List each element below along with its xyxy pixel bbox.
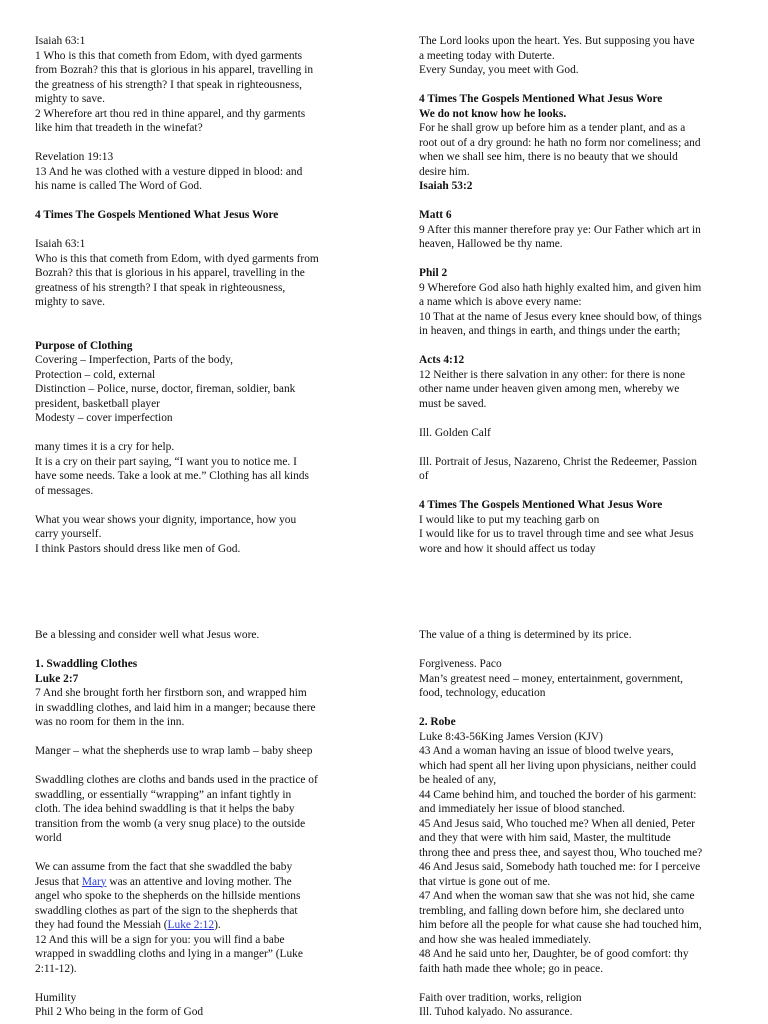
text-line: The Lord looks upon the heart. Yes. But supposing you have xyxy=(419,35,695,47)
paragraph xyxy=(419,991,739,1020)
paragraph xyxy=(35,150,365,194)
heading-line: Matt 6 xyxy=(419,209,452,221)
bottom-left-notes xyxy=(35,628,365,1020)
text-line: heaven, Hallowed be thy name. xyxy=(419,238,563,250)
text-line: Ill. Portrait of Jesus, Nazareno, Christ the Redeemer, Passion xyxy=(419,455,697,468)
paragraph xyxy=(35,744,365,759)
text-line: Isaiah 63:1 xyxy=(35,238,86,250)
text-line: in swaddling clothes, and laid him in a manger; because there xyxy=(35,701,316,714)
text-line: It is a cry on their part saying, “I want you to notice me. I xyxy=(35,455,297,468)
text-line: Ill. Tuhod kalyado. No assurance. xyxy=(419,1006,573,1018)
line-text: they had found the Messiah ( xyxy=(35,919,168,931)
text-line: swaddling, or essentially “wrapping” an infant tightly in xyxy=(35,788,292,801)
paragraph xyxy=(419,208,739,252)
paragraph xyxy=(35,513,365,557)
heading-line: 4 Times The Gospels Mentioned What Jesus Wore xyxy=(419,93,663,105)
paragraph xyxy=(35,628,365,643)
text-line: For he shall grow up before him as a tender plant, and as a xyxy=(419,122,686,134)
text-line: I would like to put my teaching garb on xyxy=(419,513,600,526)
text-line: 2:11-12). xyxy=(35,962,77,975)
heading-line: Isaiah 53:2 xyxy=(419,180,473,192)
text-line: a name which is above every name: xyxy=(419,296,582,308)
text-line: Manger – what the shepherds use to wrap lamb – baby sheep xyxy=(35,745,313,757)
text-line: trembling, and falling down before him, she declared unto xyxy=(419,904,685,917)
text-line: of messages. xyxy=(35,484,94,497)
paragraph xyxy=(419,455,739,484)
text-line: Forgiveness. Paco xyxy=(419,658,502,670)
text-line: and they that were with him said, Master, the multitude xyxy=(419,832,671,844)
bottom-right-notes xyxy=(419,628,739,1020)
text-line-with-link xyxy=(35,918,365,933)
text-line: 48 And he said unto her, Daughter, be of good comfort: thy xyxy=(419,948,689,960)
text-line: was no room for them in the inn. xyxy=(35,716,185,728)
text-line: 45 And Jesus said, Who touched me? When all denied, Peter xyxy=(419,817,696,830)
text-line: like him that treadeth in the winefat? xyxy=(35,122,203,134)
text-line: his name is called The Word of God. xyxy=(35,180,202,192)
text-line: Who is this that cometh from Edom, with dyed garments from xyxy=(35,252,319,265)
text-line: president, basketball player xyxy=(35,397,160,410)
heading-line: 1. Swaddling Clothes xyxy=(35,658,138,670)
text-line: the greatness of his strength? I that speak in righteousness, xyxy=(35,78,302,91)
text-line: 10 That at the name of Jesus every knee should bow, of things xyxy=(419,310,702,323)
text-line: 43 And a woman having an issue of blood twelve years, xyxy=(419,745,674,757)
text-line: transition from the womb (a very snug place) to the outside xyxy=(35,817,306,830)
reference-link[interactable]: Luke 2:12 xyxy=(167,919,215,931)
text-line: him before all the people for what cause she had touched him, xyxy=(419,919,702,931)
text-line: 44 Came behind him, and touched the border of his garment: xyxy=(419,788,697,801)
line-text: was an attentive and loving mother. The xyxy=(106,875,292,888)
text-line: which had spent all her living upon physicians, neither could xyxy=(419,759,697,772)
text-line: Luke 8:43-56King James Version (KJV) xyxy=(419,730,603,743)
text-line: mighty to save. xyxy=(35,296,105,308)
paragraph xyxy=(35,339,365,426)
paragraph xyxy=(35,440,365,498)
text-line: Be a blessing and consider well what Jesus wore. xyxy=(35,629,260,641)
text-line: faith hath made thee whole; go in peace. xyxy=(419,962,604,975)
paragraph xyxy=(35,860,365,976)
text-line: Faith over tradition, works, religion xyxy=(419,991,582,1004)
text-line: a meeting today with Duterte. xyxy=(419,49,555,62)
text-line: greatness of his strength? I that speak in righteousness, xyxy=(35,281,286,294)
text-line: and immediately her issue of blood stanched. xyxy=(419,803,625,815)
paragraph xyxy=(419,426,739,441)
heading-line: Luke 2:7 xyxy=(35,672,79,685)
text-line: from Bozrah? this that is glorious in his apparel, travelling in xyxy=(35,64,314,76)
paragraph xyxy=(35,208,365,223)
paragraph xyxy=(419,657,739,701)
text-line: when we shall see him, there is no beauty that we should xyxy=(419,151,678,163)
text-line: Humility xyxy=(35,991,77,1004)
text-line: other name under heaven given among men, whereby we xyxy=(419,383,680,395)
text-line: Covering – Imperfection, Parts of the body, xyxy=(35,354,233,366)
top-right-notes xyxy=(419,34,739,556)
paragraph xyxy=(419,498,739,556)
text-line: What you wear shows your dignity, importance, how you xyxy=(35,513,297,526)
text-line: 12 And this will be a sign for you: you will find a babe xyxy=(35,933,285,946)
text-line: that virtue is gone out of me. xyxy=(419,875,551,888)
text-line: mighty to save. xyxy=(35,93,105,105)
heading-line: Acts 4:12 xyxy=(419,354,465,366)
text-line: Isaiah 63:1 xyxy=(35,35,86,47)
heading-line: We do not know how he looks. xyxy=(419,107,567,120)
text-line-with-link xyxy=(35,875,365,890)
heading-line: 2. Robe xyxy=(419,716,456,728)
line-text: ). xyxy=(214,919,221,931)
text-line: 12 Neither is there salvation in any other: for there is none xyxy=(419,368,686,381)
text-line: Swaddling clothes are cloths and bands used in the practice of xyxy=(35,774,318,786)
text-line: be healed of any, xyxy=(419,774,497,786)
text-line: Revelation 19:13 xyxy=(35,151,114,163)
text-line: root out of a dry ground: he hath no form nor comeliness; and xyxy=(419,136,701,149)
text-line: Man’s greatest need – money, entertainment, government, xyxy=(419,672,684,685)
text-line: Protection – cold, external xyxy=(35,368,156,381)
text-line: The value of a thing is determined by its price. xyxy=(419,629,632,641)
text-line: 46 And Jesus said, Somebody hath touched me: for I perceive xyxy=(419,861,701,873)
text-line xyxy=(35,310,365,325)
text-line: swaddling clothes as part of the sign to the shepherds that xyxy=(35,904,298,917)
text-line: 13 And he was clothed with a vesture dipped in blood: and xyxy=(35,165,303,178)
text-line: 47 And when the woman saw that she was not hid, she came xyxy=(419,890,695,902)
text-line: world xyxy=(35,832,62,844)
paragraph xyxy=(419,715,739,976)
text-line: throng thee and press thee, and sayest thou, Who touched me? xyxy=(419,846,703,859)
text-line: Every Sunday, you meet with God. xyxy=(419,64,579,76)
text-line: 9 After this manner therefore pray ye: Our Father which art in xyxy=(419,223,701,236)
text-line: We can assume from the fact that she swaddled the baby xyxy=(35,861,293,873)
text-line: Phil 2 Who being in the form of God xyxy=(35,1006,204,1018)
paragraph xyxy=(419,353,739,411)
text-line: Bozrah? this that is glorious in his apparel, travelling in the xyxy=(35,267,305,279)
text-line: in heaven, and things in earth, and things under the earth; xyxy=(419,325,681,337)
text-line: Modesty – cover imperfection xyxy=(35,412,173,424)
text-line: must be saved. xyxy=(419,397,487,410)
paragraph xyxy=(35,237,365,324)
text-line: food, technology, education xyxy=(419,687,546,699)
heading-line: 4 Times The Gospels Mentioned What Jesus Wore xyxy=(419,499,663,511)
text-line: Distinction – Police, nurse, doctor, fireman, soldier, bank xyxy=(35,383,296,395)
text-line: cloth. The idea behind swaddling is that it helps the baby xyxy=(35,803,295,815)
text-line: 9 Wherefore God also hath highly exalted him, and given him xyxy=(419,281,702,294)
text-line: carry yourself. xyxy=(35,528,102,540)
text-line: 1 Who is this that cometh from Edom, with dyed garments xyxy=(35,49,303,62)
text-line: and how she was healed immediately. xyxy=(419,933,591,946)
text-line: wrapped in swaddling cloths and lying in a manger” (Luke xyxy=(35,948,303,960)
text-line: I would like for us to travel through time and see what Jesus xyxy=(419,528,694,540)
text-line: many times it is a cry for help. xyxy=(35,441,175,453)
paragraph xyxy=(419,628,739,643)
reference-link[interactable]: Mary xyxy=(81,875,107,888)
paragraph xyxy=(419,266,739,339)
heading-line: Purpose of Clothing xyxy=(35,339,133,352)
text-line: have some needs. Take a look at me.” Clothing has all kinds xyxy=(35,470,309,482)
text-line: wore and how it should affect us today xyxy=(419,542,596,555)
text-line: Ill. Golden Calf xyxy=(419,426,491,439)
top-left-notes xyxy=(35,34,365,556)
paragraph xyxy=(35,34,365,136)
text-line: 2 Wherefore art thou red in thine apparel, and thy garments xyxy=(35,107,306,120)
heading-line: 4 Times The Gospels Mentioned What Jesus Wore xyxy=(35,209,279,221)
paragraph xyxy=(35,991,365,1020)
text-line: 7 And she brought forth her firstborn son, and wrapped him xyxy=(35,687,307,699)
text-line: I think Pastors should dress like men of God. xyxy=(35,542,241,555)
text-line: desire him. xyxy=(419,165,470,178)
heading-line: Phil 2 xyxy=(419,267,448,279)
text-line: of xyxy=(419,470,429,482)
paragraph xyxy=(419,34,739,78)
line-text: Jesus that xyxy=(35,875,82,888)
paragraph xyxy=(419,92,739,194)
paragraph xyxy=(35,657,365,730)
text-line: angel who spoke to the shepherds on the hillside mentions xyxy=(35,890,301,902)
paragraph xyxy=(35,773,365,846)
